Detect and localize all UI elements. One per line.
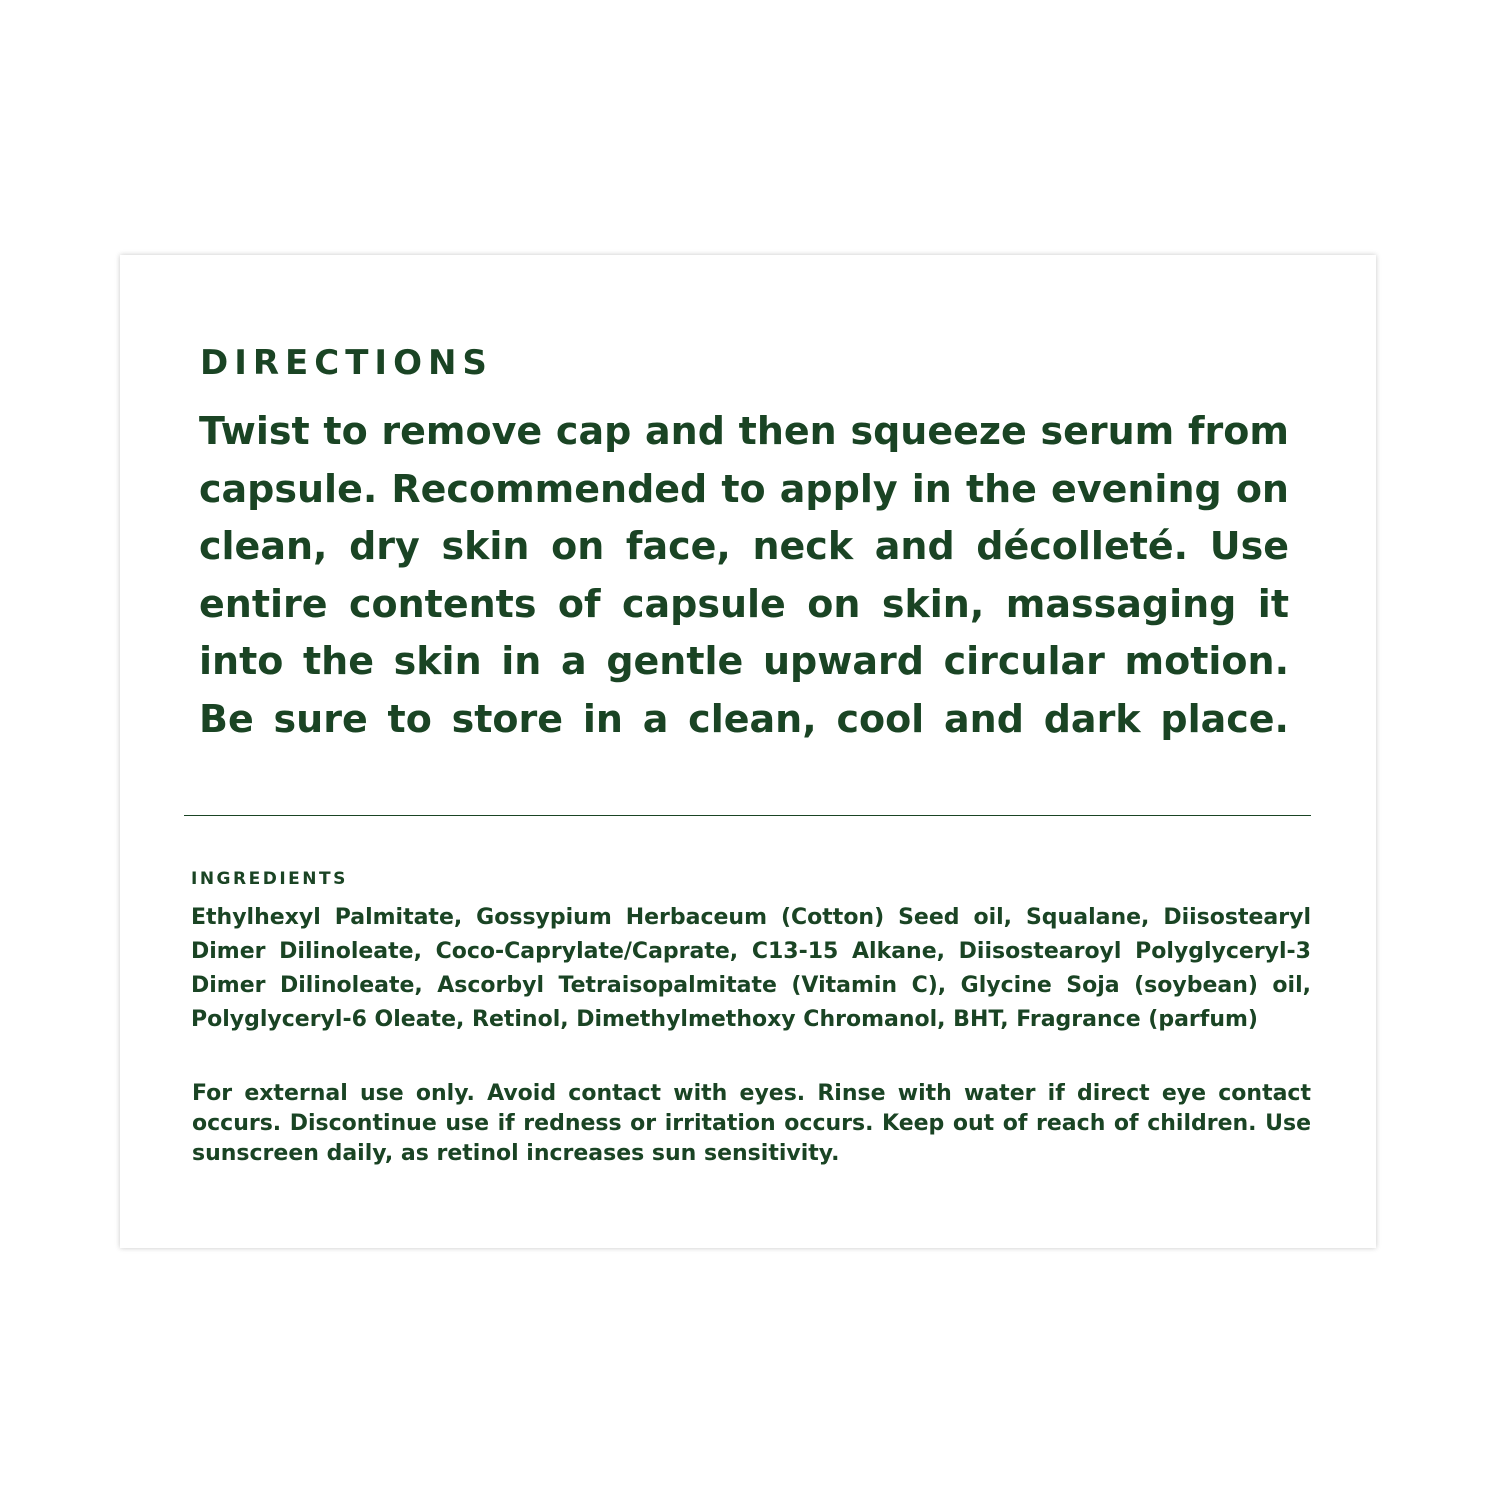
directions-heading: DIRECTIONS xyxy=(200,343,493,383)
ingredients-text: Ethylhexyl Palmitate, Gossypium Herbaceum (Cotton) Seed oil, Squalane, Diisostearyl Dimer Dilinoleate, Coco-Caprylate/Caprate, C13-15 Alkane, Diisostearoyl Polyglyceryl-3 Dimer Dilinoleate, Ascorbyl Tetraisopalmitate (Vitamin C), Glycine Soja (soybean) oil, Polyglyceryl-6 Oleate, Retinol, Dimethylmethoxy Chromanol, BHT, Fragrance (parfum) xyxy=(191,905,1311,1032)
directions-text: Twist to remove cap and then squeeze serum from capsule. Recommended to apply in the evening on clean, dry skin on face, neck and décolleté. Use entire contents of capsule on skin, massaging it into the skin in a gentle upward circular motion. Be sure to store in a clean, cool and dark place. xyxy=(199,409,1289,741)
label-card xyxy=(120,255,1376,1248)
ingredients-heading: INGREDIENTS xyxy=(191,869,348,889)
section-divider xyxy=(184,815,1311,816)
warning-text: For external use only. Avoid contact with eyes. Rinse with water if direct eye contact occurs. Discontinue use if redness or irritation occurs. Keep out of reach of children. Use sunscreen daily, as retinol increases sun sensitivity. xyxy=(192,1081,1311,1166)
